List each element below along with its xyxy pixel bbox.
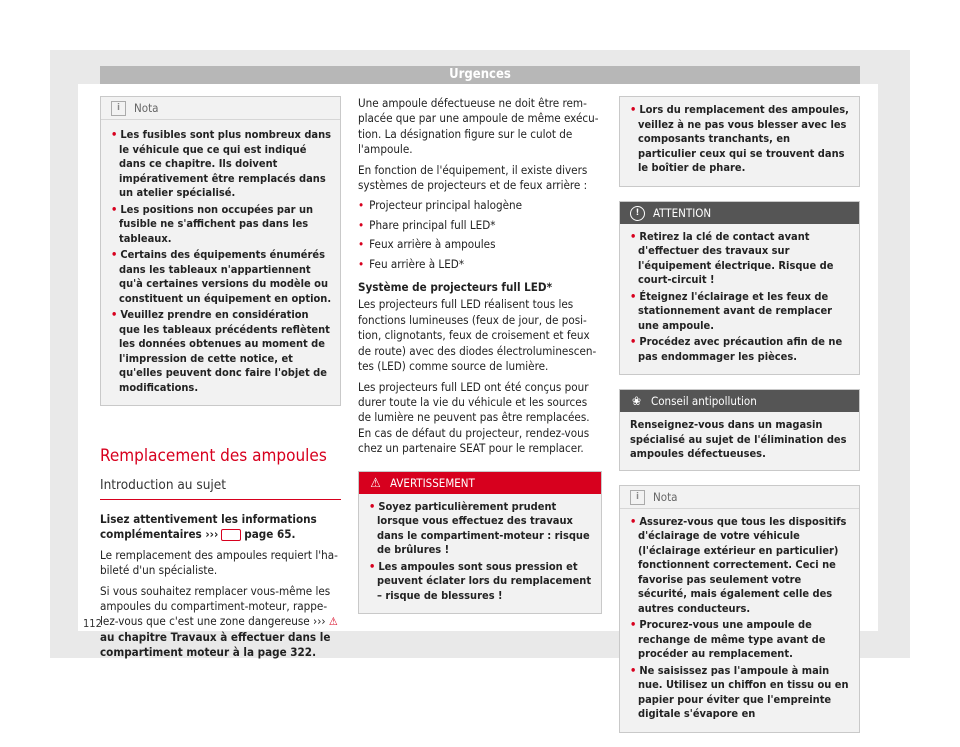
- subheading: Système de projecteurs full LED*: [358, 280, 553, 295]
- page-reference-link[interactable]: page 65.: [244, 527, 296, 542]
- paragraph: Les projecteurs full LED ont été conçus pour durer toute la vie du véhicule et les sources de lumière ne peuvent pas être remplacées. En cas de défaut du projecteur, rendez-vous chez un partenaire SEAT pour le remplacer.: [358, 379, 590, 456]
- eco-tip-box: [619, 389, 860, 471]
- note-item: • Ne saisissez pas l'ampoule à main nue. Utilisez un chiffon en tissu ou en papier pour éviter que l'empreinte digitale s'évapore en: [630, 663, 849, 720]
- attention-item: • Éteignez l'éclairage et les feux de stationnement avant de remplacer une ampoule.: [630, 289, 833, 332]
- note-item: • Les fusibles sont plus nombreux dans le véhicule que ce qui est indiqué dans ce chapitre. Ils doivent impérativement être remplacés dans un atelier spécialisé.: [111, 128, 332, 199]
- exclamation-icon: !: [630, 206, 645, 221]
- note-item: • Assurez-vous que tous les dispositifs d'éclairage de votre véhicule (l'éclairage extérieur en particulier) fonctionnent correctement. Ceci ne favorise pas seulement votre sécurité, mais également celle des autres conducteurs.: [630, 514, 847, 615]
- warning-box: [358, 471, 602, 615]
- warning-triangle-icon: ⚠: [328, 615, 338, 629]
- intro-paragraph: Lisez attentivement les informations complémentaires ››› page 65.: [100, 512, 317, 542]
- section-title: Remplacement des ampoules: [100, 446, 327, 466]
- note-item: • Certains des équipements énumérés dans les tableaux n'appartiennent qu'à certaines versions du modèle ou constituent un équipement en option.: [111, 248, 332, 305]
- list-item: • Phare principal full LED*: [358, 217, 496, 232]
- note-box: [619, 485, 860, 733]
- section-subtitle: Introduction au sujet: [100, 477, 341, 500]
- page-number: 112: [83, 617, 102, 630]
- attention-item: • Procédez avec précaution afin de ne pas endommager les pièces.: [630, 335, 843, 363]
- note-label: Nota: [653, 489, 678, 504]
- attention-label: ATTENTION: [653, 205, 712, 220]
- warning-header: [359, 472, 601, 494]
- warning-item: • Soyez particulièrement prudent lorsque vous effectuez des travaux dans le compartiment-moteur : risque de brûlures !: [369, 499, 590, 557]
- note-item: • Veuillez prendre en considération que les tableaux précédents reflètent les données obtenues au moment de l'impression de cette notice, et qu'elles peuvent donc faire l'objet de modifications.: [111, 308, 330, 394]
- attention-header: [620, 202, 859, 224]
- warning-continued-box: [619, 96, 860, 187]
- warning-item: • Les ampoules sont sous pression et peuvent éclater lors du remplacement – risque de blessures !: [369, 559, 592, 602]
- note-label: Nota: [134, 101, 159, 115]
- book-icon: [221, 529, 241, 541]
- list-item: • Feu arrière à LED*: [358, 256, 465, 271]
- column-left: [100, 96, 341, 666]
- warning-label: AVERTISSEMENT: [390, 475, 475, 490]
- warning-triangle-icon: ⚠: [370, 475, 381, 491]
- eco-tip-label: Conseil antipollution: [651, 394, 757, 408]
- eco-tip-header: [620, 390, 859, 412]
- note-box: [100, 96, 341, 406]
- flower-icon: ❀: [631, 394, 642, 408]
- column-middle: [358, 96, 602, 628]
- info-icon: i: [111, 101, 126, 116]
- paragraph: Si vous souhaitez remplacer vous-même les ampoules du compartiment-moteur, rappelez-vous que c'est une zone dangereuse ››› ⚠ au chapitre Travaux à effectuer dans le compartiment moteur à la page 322.: [100, 583, 338, 660]
- note-item: • Les positions non occupées par un fusible ne s'affichent pas dans les tableaux.: [111, 202, 314, 245]
- eco-tip-text: Renseignez-vous dans un magasin spécialisé au sujet de l'élimination des ampoules défectueuses.: [630, 418, 847, 460]
- chapter-reference-link[interactable]: au chapitre Travaux à effectuer dans le compartiment moteur à la page 322.: [100, 629, 331, 660]
- attention-item: • Retirez la clé de contact avant d'effectuer des travaux sur l'équipement électrique. Risque de court-circuit !: [630, 229, 834, 286]
- list-item: • Projecteur principal halogène: [358, 198, 523, 213]
- paragraph: Les projecteurs full LED réalisent tous les fonctions lumineuses (feux de jour, de position, clignotants, feux de croisement et feux de route) avec des diodes électroluminescentes (LED) comme source de lumière.: [358, 297, 597, 374]
- note-header: [620, 486, 859, 509]
- section-header: Urgences: [100, 66, 860, 84]
- note-item: • Procurez-vous une ampoule de rechange de même type avant de procéder au remplacement.: [630, 618, 826, 660]
- info-icon: i: [630, 490, 645, 505]
- column-right: [619, 96, 860, 747]
- warning-item: • Lors du remplacement des ampoules, veillez à ne pas vous blesser avec les composants tranchants, en particulier ceux qui se trouvent dans le boîtier de phare.: [630, 103, 849, 174]
- list-item: • Feux arrière à ampoules: [358, 237, 496, 252]
- paragraph: Une ampoule défectueuse ne doit être remplacée que par une ampoule de même exécution. La désignation figure sur le culot de l'ampoule.: [358, 96, 599, 157]
- paragraph: En fonction de l'équipement, il existe divers systèmes de projecteurs et de feux arrière :: [358, 162, 588, 193]
- attention-box: [619, 201, 860, 376]
- note-header: [101, 97, 340, 120]
- paragraph: Le remplacement des ampoules requiert l'habileté d'un spécialiste.: [100, 547, 338, 578]
